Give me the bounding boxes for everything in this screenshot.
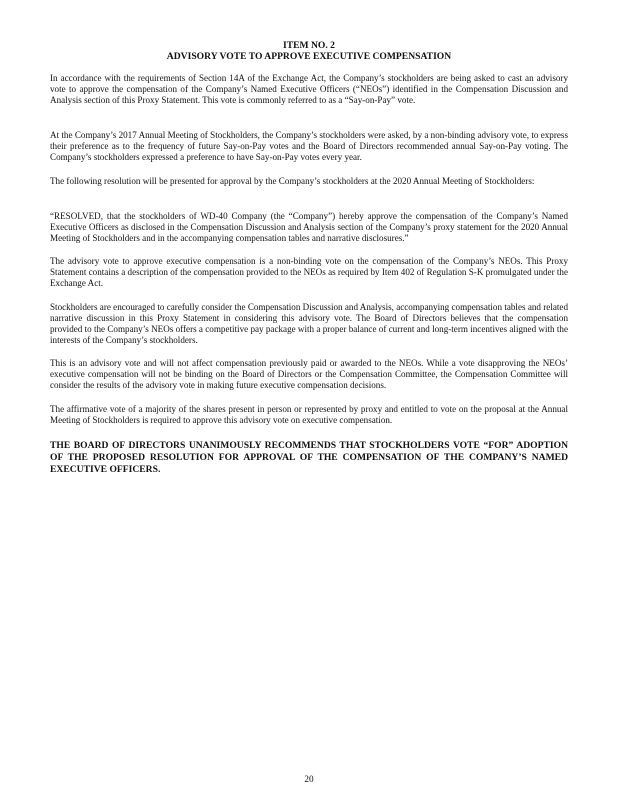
paragraph-non-binding: The advisory vote to approve executive compensation is a non-binding vote on the compensation of the Company’s NEOs. This Proxy Statement contains a description of the compensation provided to the NEOs as required by Item 402 of Regulation S-K promulgated under the Exchange Act. (50, 256, 568, 288)
paragraph-2017-meeting: At the Company’s 2017 Annual Meeting of Stockholders, the Company’s stockholders were asked, by a non-binding advisory vote, to express their preference as to the frequency of future Say-on-Pay votes and the Board of Directors recommended annual Say-on-Pay voting. The Company’s stockholders expressed a preference to have Say-on-Pay votes every year. (50, 130, 568, 162)
page-number: 20 (304, 774, 314, 784)
paragraph-resolution-intro: The following resolution will be presented for approval by the Company’s stockholders at the 2020 Annual Meeting of Stockholders: (50, 176, 535, 186)
section-title: ADVISORY VOTE TO APPROVE EXECUTIVE COMPENSATION (166, 51, 452, 62)
paragraph-section-14a: In accordance with the requirements of Section 14A of the Exchange Act, the Company’s stockholders are being asked to cast an advisory vote to approve the compensation of the Company’s Named Executive Officers (“NEOs”) identified in the Compensation Discussion and Analysis section of this Proxy Statement. This vote is commonly referred to as a “Say-on-Pay” vote. (50, 73, 568, 105)
paragraph-resolution-text: “RESOLVED, that the stockholders of WD-40 Company (the “Company”) hereby approve the compensation of the Company’s Named Executive Officers as disclosed in the Compensation Discussion and Analysis section of the Company’s proxy statement for the 2020 Annual Meeting of Stockholders and in the accompanying compensation tables and narrative disclosures.” (50, 211, 568, 243)
paragraph-vote-required: The affirmative vote of a majority of the shares present in person or represented by proxy and entitled to vote on the proposal at the Annual Meeting of Stockholders is required to approve this advisory vote on executive compensation. (50, 404, 568, 425)
board-recommendation: THE BOARD OF DIRECTORS UNANIMOUSLY RECOMMENDS THAT STOCKHOLDERS VOTE “FOR” ADOPTION OF THE PROPOSED RESOLUTION FOR APPROVAL OF THE COMPENSATION OF THE COMPANY’S NAMED EXECUTIVE OFFICERS. (50, 440, 568, 475)
paragraph-encouragement: Stockholders are encouraged to carefully consider the Compensation Discussion and Analysis, accompanying compensation tables and related narrative discussion in this Proxy Statement in considering this advisory vote. The Board of Directors believes that the compensation provided to the Company’s NEOs offers a competitive pay package with a proper balance of current and long-term incentives aligned with the interests of the Company’s stockholders. (50, 302, 568, 345)
paragraph-advisory-effect: This is an advisory vote and will not affect compensation previously paid or awarded to the NEOs. While a vote disapproving the NEOs’ executive compensation will not be binding on the Board of Directors or the Compensation Committee, the Compensation Committee will consider the results of the advisory vote in making future executive compensation decisions. (50, 358, 568, 390)
item-number-heading: ITEM NO. 2 (283, 40, 335, 51)
